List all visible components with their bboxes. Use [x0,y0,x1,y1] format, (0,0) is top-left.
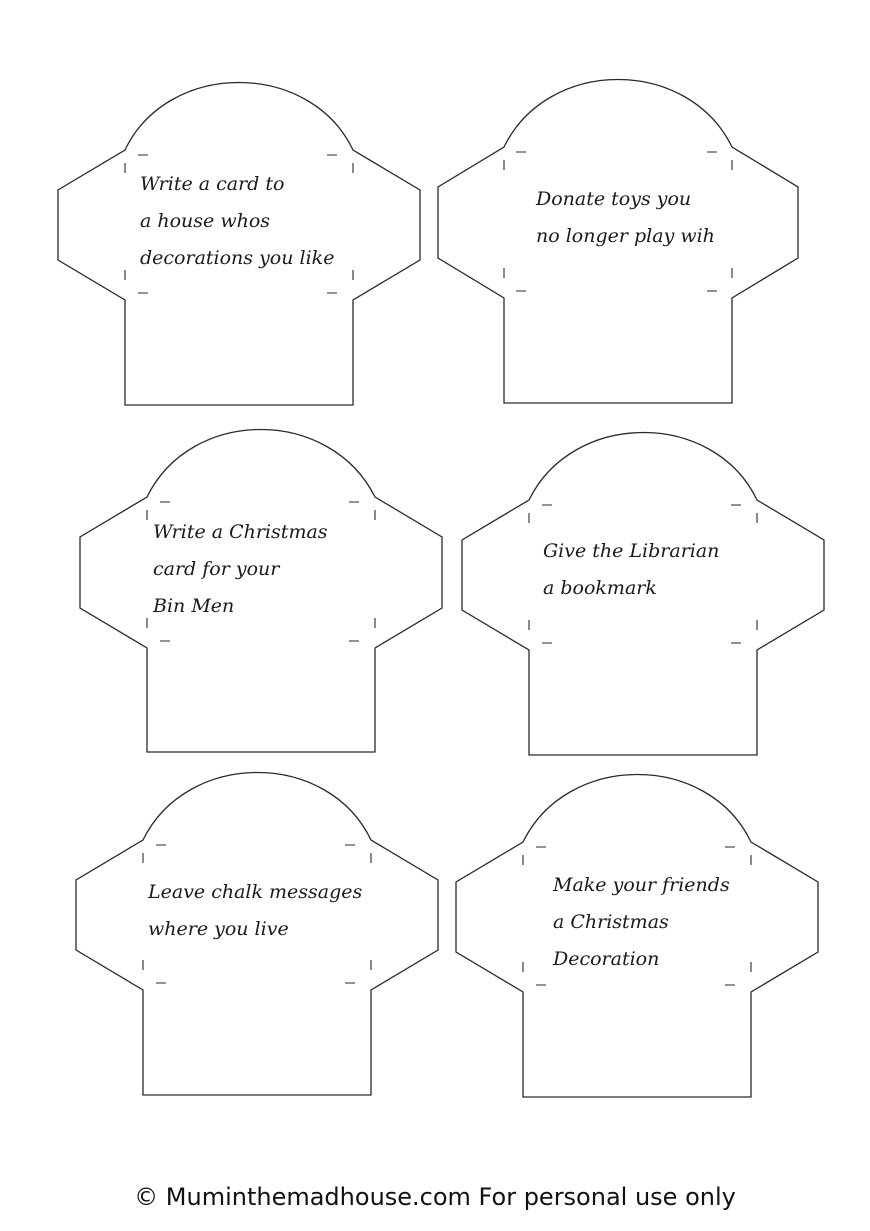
card-line: Bin Men [153,595,235,617]
card-line: Give the Librarian [543,540,720,562]
card-line: decorations you like [140,247,335,269]
card-line: a bookmark [543,577,657,599]
card-message-6 [553,867,730,978]
card-line: Write a Christmas [153,521,328,543]
card-line: no longer play wih [536,225,715,247]
card-line: Make your friends [553,874,730,896]
card-line: Write a card to [140,173,285,195]
card-line: Donate toys you [536,188,692,210]
card-line: a house whos [140,210,271,232]
card-line: card for your [153,558,280,580]
card-line: Leave chalk messages [148,881,363,903]
card-line: where you live [148,918,289,940]
copyright-footer: © Muminthemadhouse.com For personal use only [134,1183,736,1211]
card-line: a Christmas [553,911,669,933]
card-line: Decoration [553,948,660,970]
